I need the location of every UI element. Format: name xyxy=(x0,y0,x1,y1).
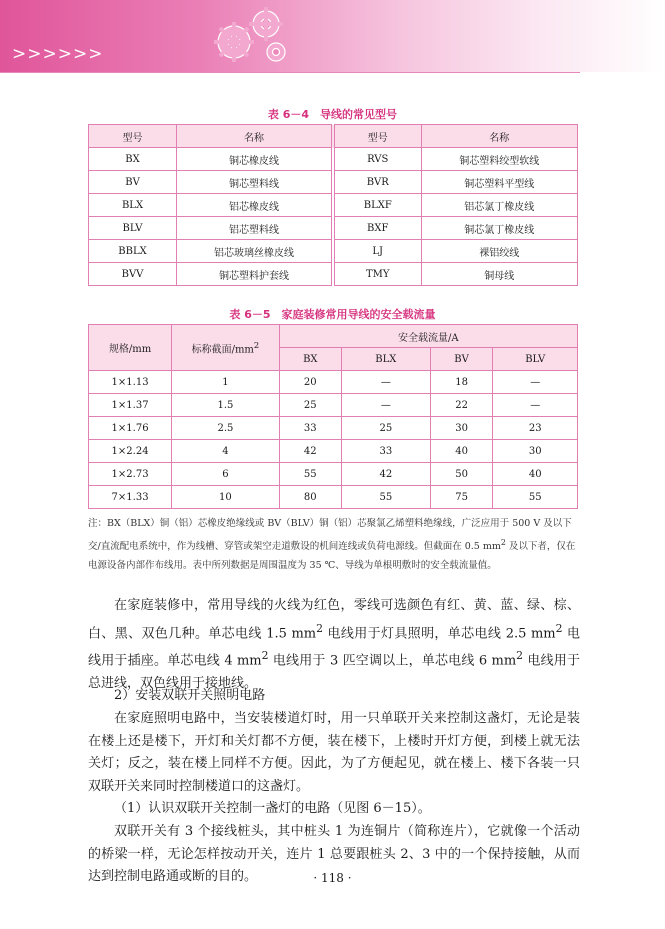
table-cell: BLX xyxy=(89,194,177,217)
table-cell: 铜芯塑料线 xyxy=(177,171,333,194)
table-cell: BLV xyxy=(89,217,177,240)
col-spec: 规格/mm xyxy=(89,325,172,371)
col-type: 型号 xyxy=(89,125,177,148)
table-cell: BX xyxy=(89,148,177,171)
table-cell: 42 xyxy=(341,463,430,486)
table-row xyxy=(89,394,578,417)
table-cell: 50 xyxy=(430,463,493,486)
col-bx: BX xyxy=(279,348,341,371)
table-row xyxy=(89,171,578,194)
table-cell: 铝芯塑料线 xyxy=(177,217,333,240)
table-cell: 铜芯氯丁橡皮线 xyxy=(421,217,578,240)
table-cell: 20 xyxy=(279,371,341,394)
table-cell: 6 xyxy=(172,463,280,486)
table-cell: 30 xyxy=(493,440,578,463)
table-cell: 33 xyxy=(341,440,430,463)
header-banner xyxy=(0,0,665,72)
table-note xyxy=(88,514,580,575)
table-row xyxy=(89,440,578,463)
table-cell: 7×1.33 xyxy=(89,486,172,509)
table-cell: BVR xyxy=(333,171,421,194)
col-name: 名称 xyxy=(177,125,333,148)
table-cell: 1×1.37 xyxy=(89,394,172,417)
table-row xyxy=(89,148,578,171)
table-cell: BXF xyxy=(333,217,421,240)
unit-superscript: 2 xyxy=(555,621,563,635)
table-cell: 1×2.73 xyxy=(89,463,172,486)
table-cell: 1×1.76 xyxy=(89,417,172,440)
text-run: 电线用于 3 匹空调以上，单芯电线 6 mm xyxy=(268,653,517,669)
unit-superscript: 2 xyxy=(516,649,524,663)
table-cell: 1 xyxy=(172,371,280,394)
text-run: 电线用于总进线，双色线用于接地线。 xyxy=(88,653,580,692)
table-cell: 铝芯玻璃丝橡皮线 xyxy=(177,240,333,263)
table-cell: 铜芯塑料护套线 xyxy=(177,263,333,286)
table-cell: 25 xyxy=(341,417,430,440)
subsection-heading: （1）认识双联开关控制一盏灯的电路（见图 6－15）。 xyxy=(114,801,431,816)
col-blx: BLX xyxy=(341,348,430,371)
table-row xyxy=(89,194,578,217)
table-cell: 30 xyxy=(430,417,493,440)
table-row xyxy=(89,217,578,240)
table-row xyxy=(89,486,578,509)
col-type: 型号 xyxy=(333,125,421,148)
table-cell: 55 xyxy=(493,486,578,509)
table-cell: 40 xyxy=(430,440,493,463)
table-row xyxy=(89,371,578,394)
col-area-label: 标称截面/mm xyxy=(191,344,254,356)
table-cell: 80 xyxy=(279,486,341,509)
page-number: · 118 · xyxy=(313,871,352,885)
table-cell: 18 xyxy=(430,371,493,394)
table-cell: 42 xyxy=(279,440,341,463)
table-cell: 40 xyxy=(493,463,578,486)
table-cell: 75 xyxy=(430,486,493,509)
table-cell: 1×1.13 xyxy=(89,371,172,394)
text-run: 电线用于灯具照明，单芯电线 2.5 mm xyxy=(323,625,556,641)
table-cell: BVV xyxy=(89,263,177,286)
note-text-1: 注：BX（BLX）铜（铝）芯橡皮绝缘线或 BV（BLV）铜（铝）芯聚氯乙烯塑料绝缘线，广泛应用于 500 V 及以下交/直流配电系统中，作为线槽、穿管或架空走道敷设的机间连线或负荷电源线。但截面在 0.5 mm xyxy=(88,518,572,553)
table-row xyxy=(89,240,578,263)
chevrons-icon: >>>>>> xyxy=(12,44,104,64)
table-row xyxy=(89,263,578,286)
section-heading: 2）安装双联开关照明电路 xyxy=(114,688,266,703)
table-cell: — xyxy=(341,371,430,394)
table-cell: 25 xyxy=(279,394,341,417)
table-cell: 33 xyxy=(279,417,341,440)
note-text-2: 及以下者，仅在电源设备内部作布线用。表中所列数据是周围温度为 35 ℃、导线为单根明敷时的安全载流量值。 xyxy=(88,541,576,572)
table-cell: 铜母线 xyxy=(421,263,578,286)
table-header-row xyxy=(89,325,578,348)
table1-caption: 表 6－4 导线的常见型号 xyxy=(267,108,398,121)
wire-types-table xyxy=(88,124,578,286)
unit-superscript: 2 xyxy=(316,621,323,635)
table2-caption: 表 6－5 家庭装修常用导线的安全载流量 xyxy=(229,308,436,321)
banner-rule xyxy=(0,72,580,73)
col-blv: BLV xyxy=(493,348,578,371)
table-cell: 铝芯氯丁橡皮线 xyxy=(421,194,578,217)
table-cell: 1.5 xyxy=(172,394,280,417)
table-cell: BV xyxy=(89,171,177,194)
col-bv: BV xyxy=(430,348,493,371)
table-row xyxy=(89,463,578,486)
paragraph-wire-colors xyxy=(88,595,580,696)
table-cell: TMY xyxy=(333,263,421,286)
text-run: 电线用于插座。单芯电线 4 mm xyxy=(88,625,580,669)
col-current-group: 安全载流量/A xyxy=(279,325,577,348)
table-row xyxy=(89,417,578,440)
table-cell: 4 xyxy=(172,440,280,463)
table-cell: 裸铝绞线 xyxy=(421,240,578,263)
table-cell: — xyxy=(493,371,578,394)
table-cell: 2.5 xyxy=(172,417,280,440)
table-cell: 22 xyxy=(430,394,493,417)
unit-superscript: 2 xyxy=(500,538,506,547)
unit-superscript: 2 xyxy=(261,649,269,663)
table-cell: 55 xyxy=(279,463,341,486)
current-capacity-table xyxy=(88,324,578,509)
table-cell: 10 xyxy=(172,486,280,509)
paragraph-stair-light: 在家庭照明电路中，当安装楼道灯时，用一只单联开关来控制这盏灯，无论是装在楼上还是楼下，开灯和关灯都不方便，装在楼下，上楼时开灯方便，到楼上就无法关灯；反之，装在楼上同样不方便。因此，为了方便起见，就在楼上、楼下各装一只双联开关来同时控制楼道口的这盏灯。 xyxy=(88,711,580,794)
table-cell: 铜芯塑料平型线 xyxy=(421,171,578,194)
table-cell: 1×2.24 xyxy=(89,440,172,463)
paragraph-switch: 双联开关有 3 个接线桩头，其中桩头 1 为连铜片（简称连片），它就像一个活动的桥梁一样，无论怎样按动开关，连片 1 总要跟桩头 2、3 中的一个保持接触，从而达到控制电路通或断的目的。 xyxy=(88,824,580,884)
table-cell: 23 xyxy=(493,417,578,440)
col-name: 名称 xyxy=(421,125,578,148)
table-cell: 铜芯塑料绞型软线 xyxy=(421,148,578,171)
table-cell: 铜芯橡皮线 xyxy=(177,148,333,171)
table-cell: — xyxy=(341,394,430,417)
table-cell: 铝芯橡皮线 xyxy=(177,194,333,217)
col-area xyxy=(172,325,280,371)
gears-icon xyxy=(206,2,296,68)
unit-superscript: 2 xyxy=(253,339,260,350)
table-cell: BLXF xyxy=(333,194,421,217)
table-cell: LJ xyxy=(333,240,421,263)
table-cell: 55 xyxy=(341,486,430,509)
table-cell: BBLX xyxy=(89,240,177,263)
table-cell: — xyxy=(493,394,578,417)
table-cell: RVS xyxy=(333,148,421,171)
text-run: 在家庭装修中，常用导线的火线为红色，零线可选颜色有红、黄、蓝、绿、棕、白、黑、双色几种。单芯电线 1.5 mm xyxy=(88,598,580,641)
table-header-row xyxy=(89,125,578,148)
